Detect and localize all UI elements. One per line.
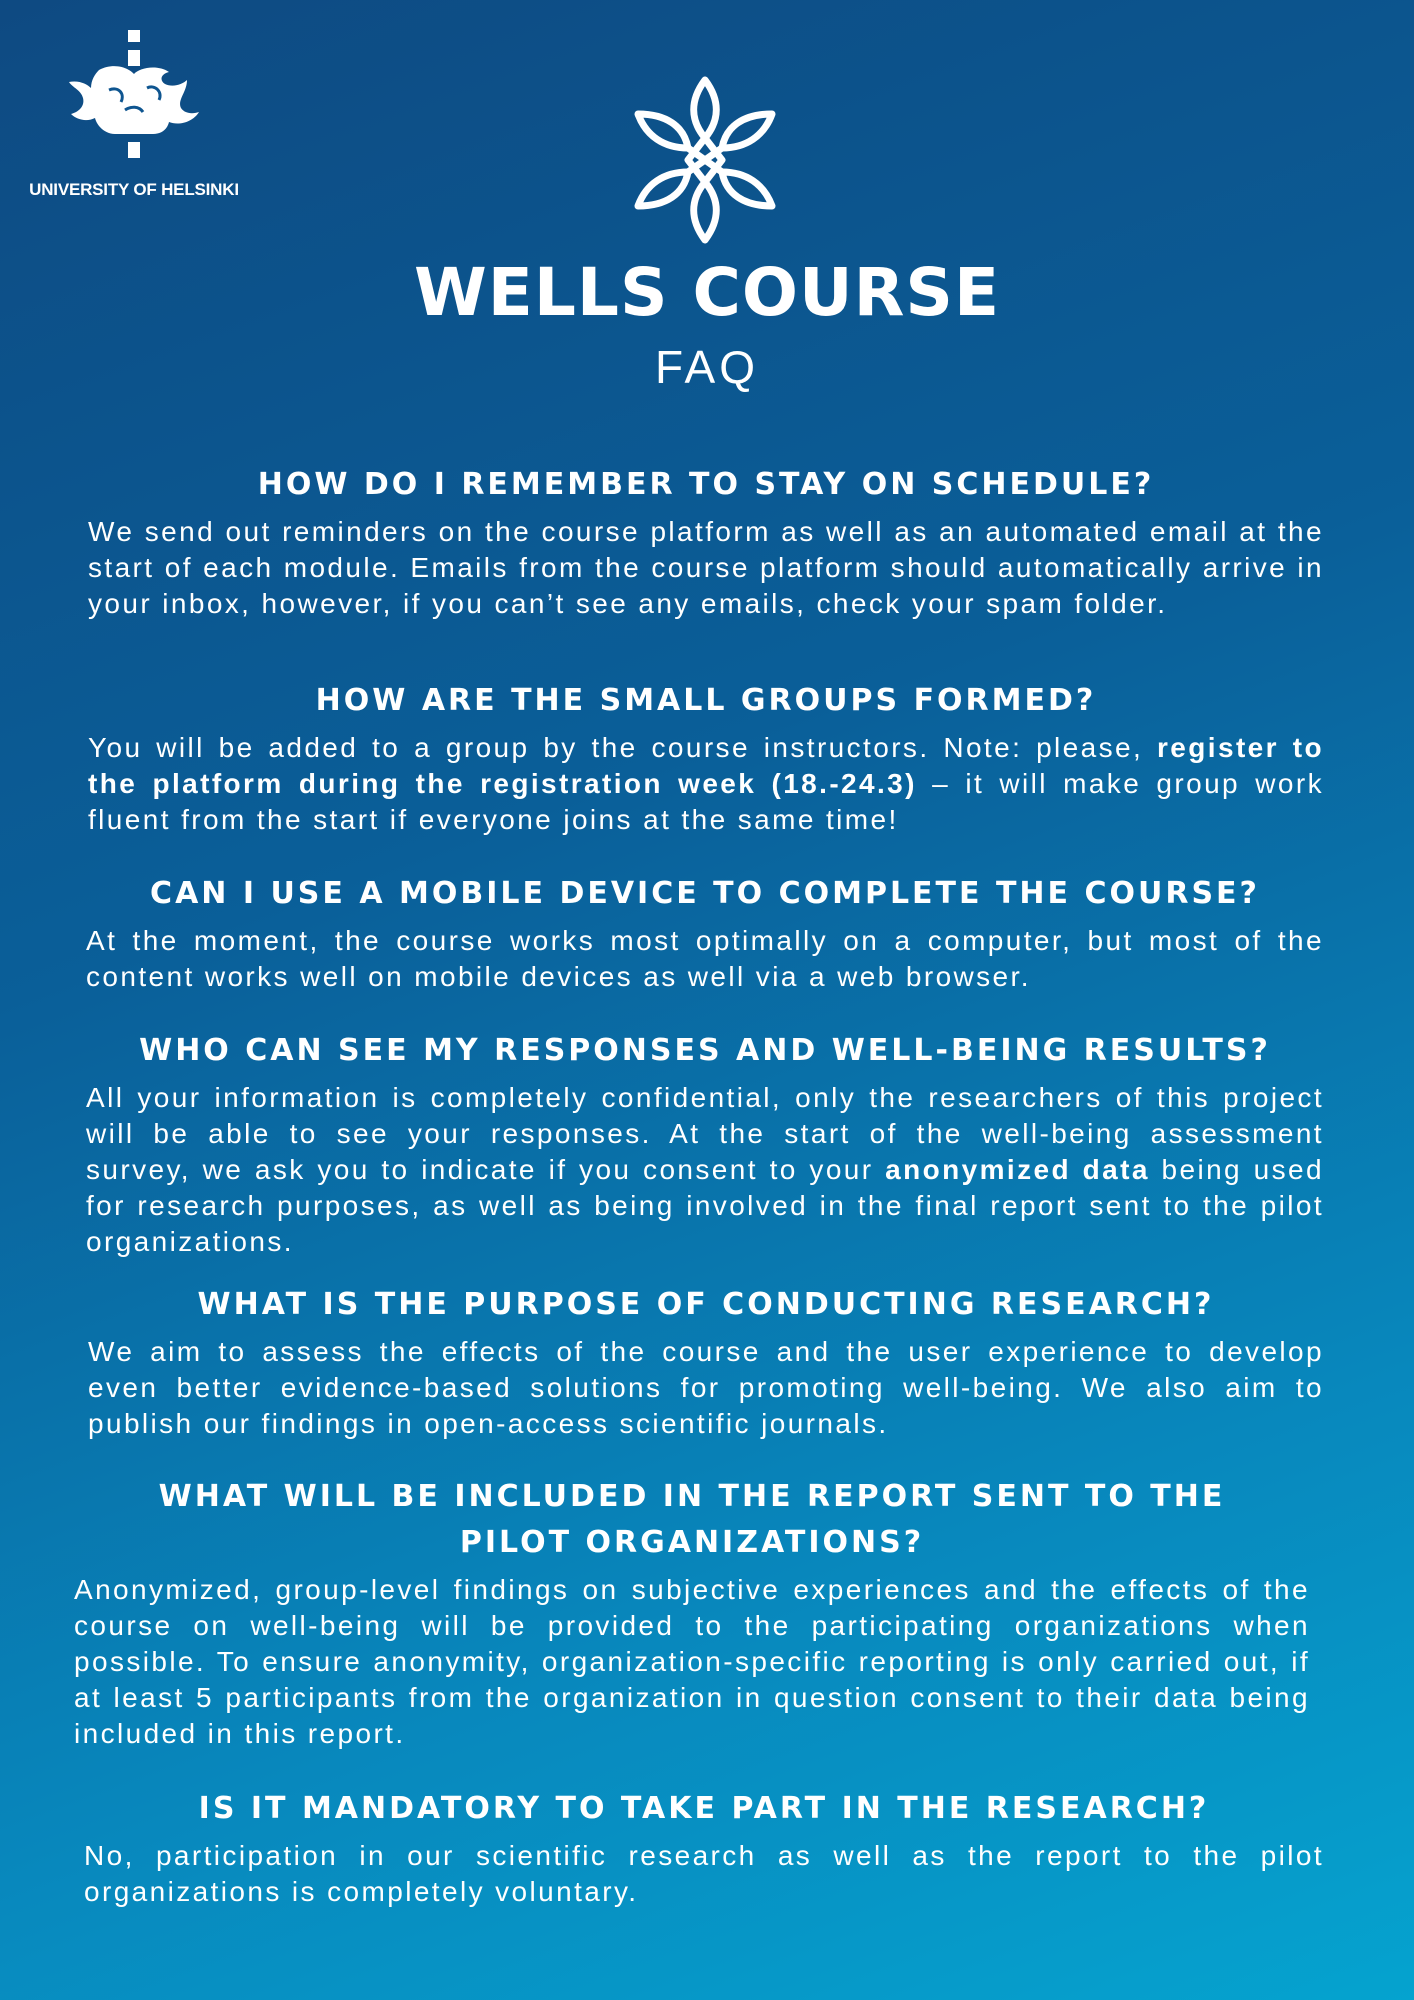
faq-answer-text: You will be added to a group by the course instructors. Note: please, [88,732,1158,763]
faq-answer-emphasis: anonymized data [885,1154,1150,1185]
faq-question: IS IT MANDATORY TO TAKE PART IN THE RESEARCH? [198,1791,1210,1826]
university-logo [24,30,244,200]
faq-answer-text: – it will make group work fluent from the start if everyone joins at the same time! [88,768,1324,835]
faq-item [86,1028,1324,1260]
faq-item [88,462,1324,622]
faq-answer: We aim to assess the effects of the course and the user experience to develop even better evidence-based solutions for promoting well-being. We also aim to publish our findings in open-access scientific journals. [88,1336,1324,1439]
faq-question: WHAT IS THE PURPOSE OF CONDUCTING RESEARCH? [197,1287,1215,1322]
snowflake-emblem-icon [630,76,780,244]
faq-answer: At the moment, the course works most optimally on a computer, but most of the content works well on mobile devices as well via a web browser. [86,925,1324,992]
faq-question: HOW DO I REMEMBER TO STAY ON SCHEDULE? [257,467,1155,502]
faq-answer: We send out reminders on the course platform as well as an automated email at the start of each module. Emails from the course platform should automatically arrive in your inbox, however, if you can’t see any emails, check your spam folder. [88,516,1324,619]
faq-item [84,1786,1324,1910]
university-name: UNIVERSITY OF HELSINKI [29,180,239,199]
faq-item [74,1474,1310,1752]
faq-question: HOW ARE THE SMALL GROUPS FORMED? [315,683,1097,718]
faq-answer [86,1080,1324,1260]
faq-answer-text: being used for research purposes, as well as being involved in the final report sent to the pilot organizations. [86,1154,1324,1257]
faq-answer-text: All your information is completely confidential, only the researchers of this project will be able to see your responses. At the start of the well-being assessment survey, we ask you to indicate if you consent to your [86,1082,1324,1185]
faq-answer: Anonymized, group-level findings on subjective experiences and the effects of the course on well-being will be provided to the participating organizations when possible. To ensure anonymity, organization-specific reporting is only carried out, if at least 5 participants from the organization in question consent to their data being included in this report. [74,1574,1310,1749]
faq-answer [88,730,1324,838]
helsinki-flame-logo-icon [69,30,199,172]
page-subtitle: FAQ [654,341,760,393]
faq-item [88,678,1324,838]
faq-item [86,871,1324,995]
faq-question: CAN I USE A MOBILE DEVICE TO COMPLETE THE COURSE? [150,876,1260,911]
faq-answer: No, participation in our scientific research as well as the report to the pilot organizations is completely voluntary. [84,1840,1324,1907]
faq-question: WHAT WILL BE INCLUDED IN THE REPORT SENT TO THE PILOT ORGANIZATIONS? [158,1479,1226,1560]
faq-item [88,1282,1324,1442]
page-title: WELLS COURSE [413,254,1001,331]
faq-question: WHO CAN SEE MY RESPONSES AND WELL-BEING RESULTS? [139,1033,1271,1068]
faq-answer-emphasis: register to the platform during the registration week (18.-24.3) [88,732,1324,799]
